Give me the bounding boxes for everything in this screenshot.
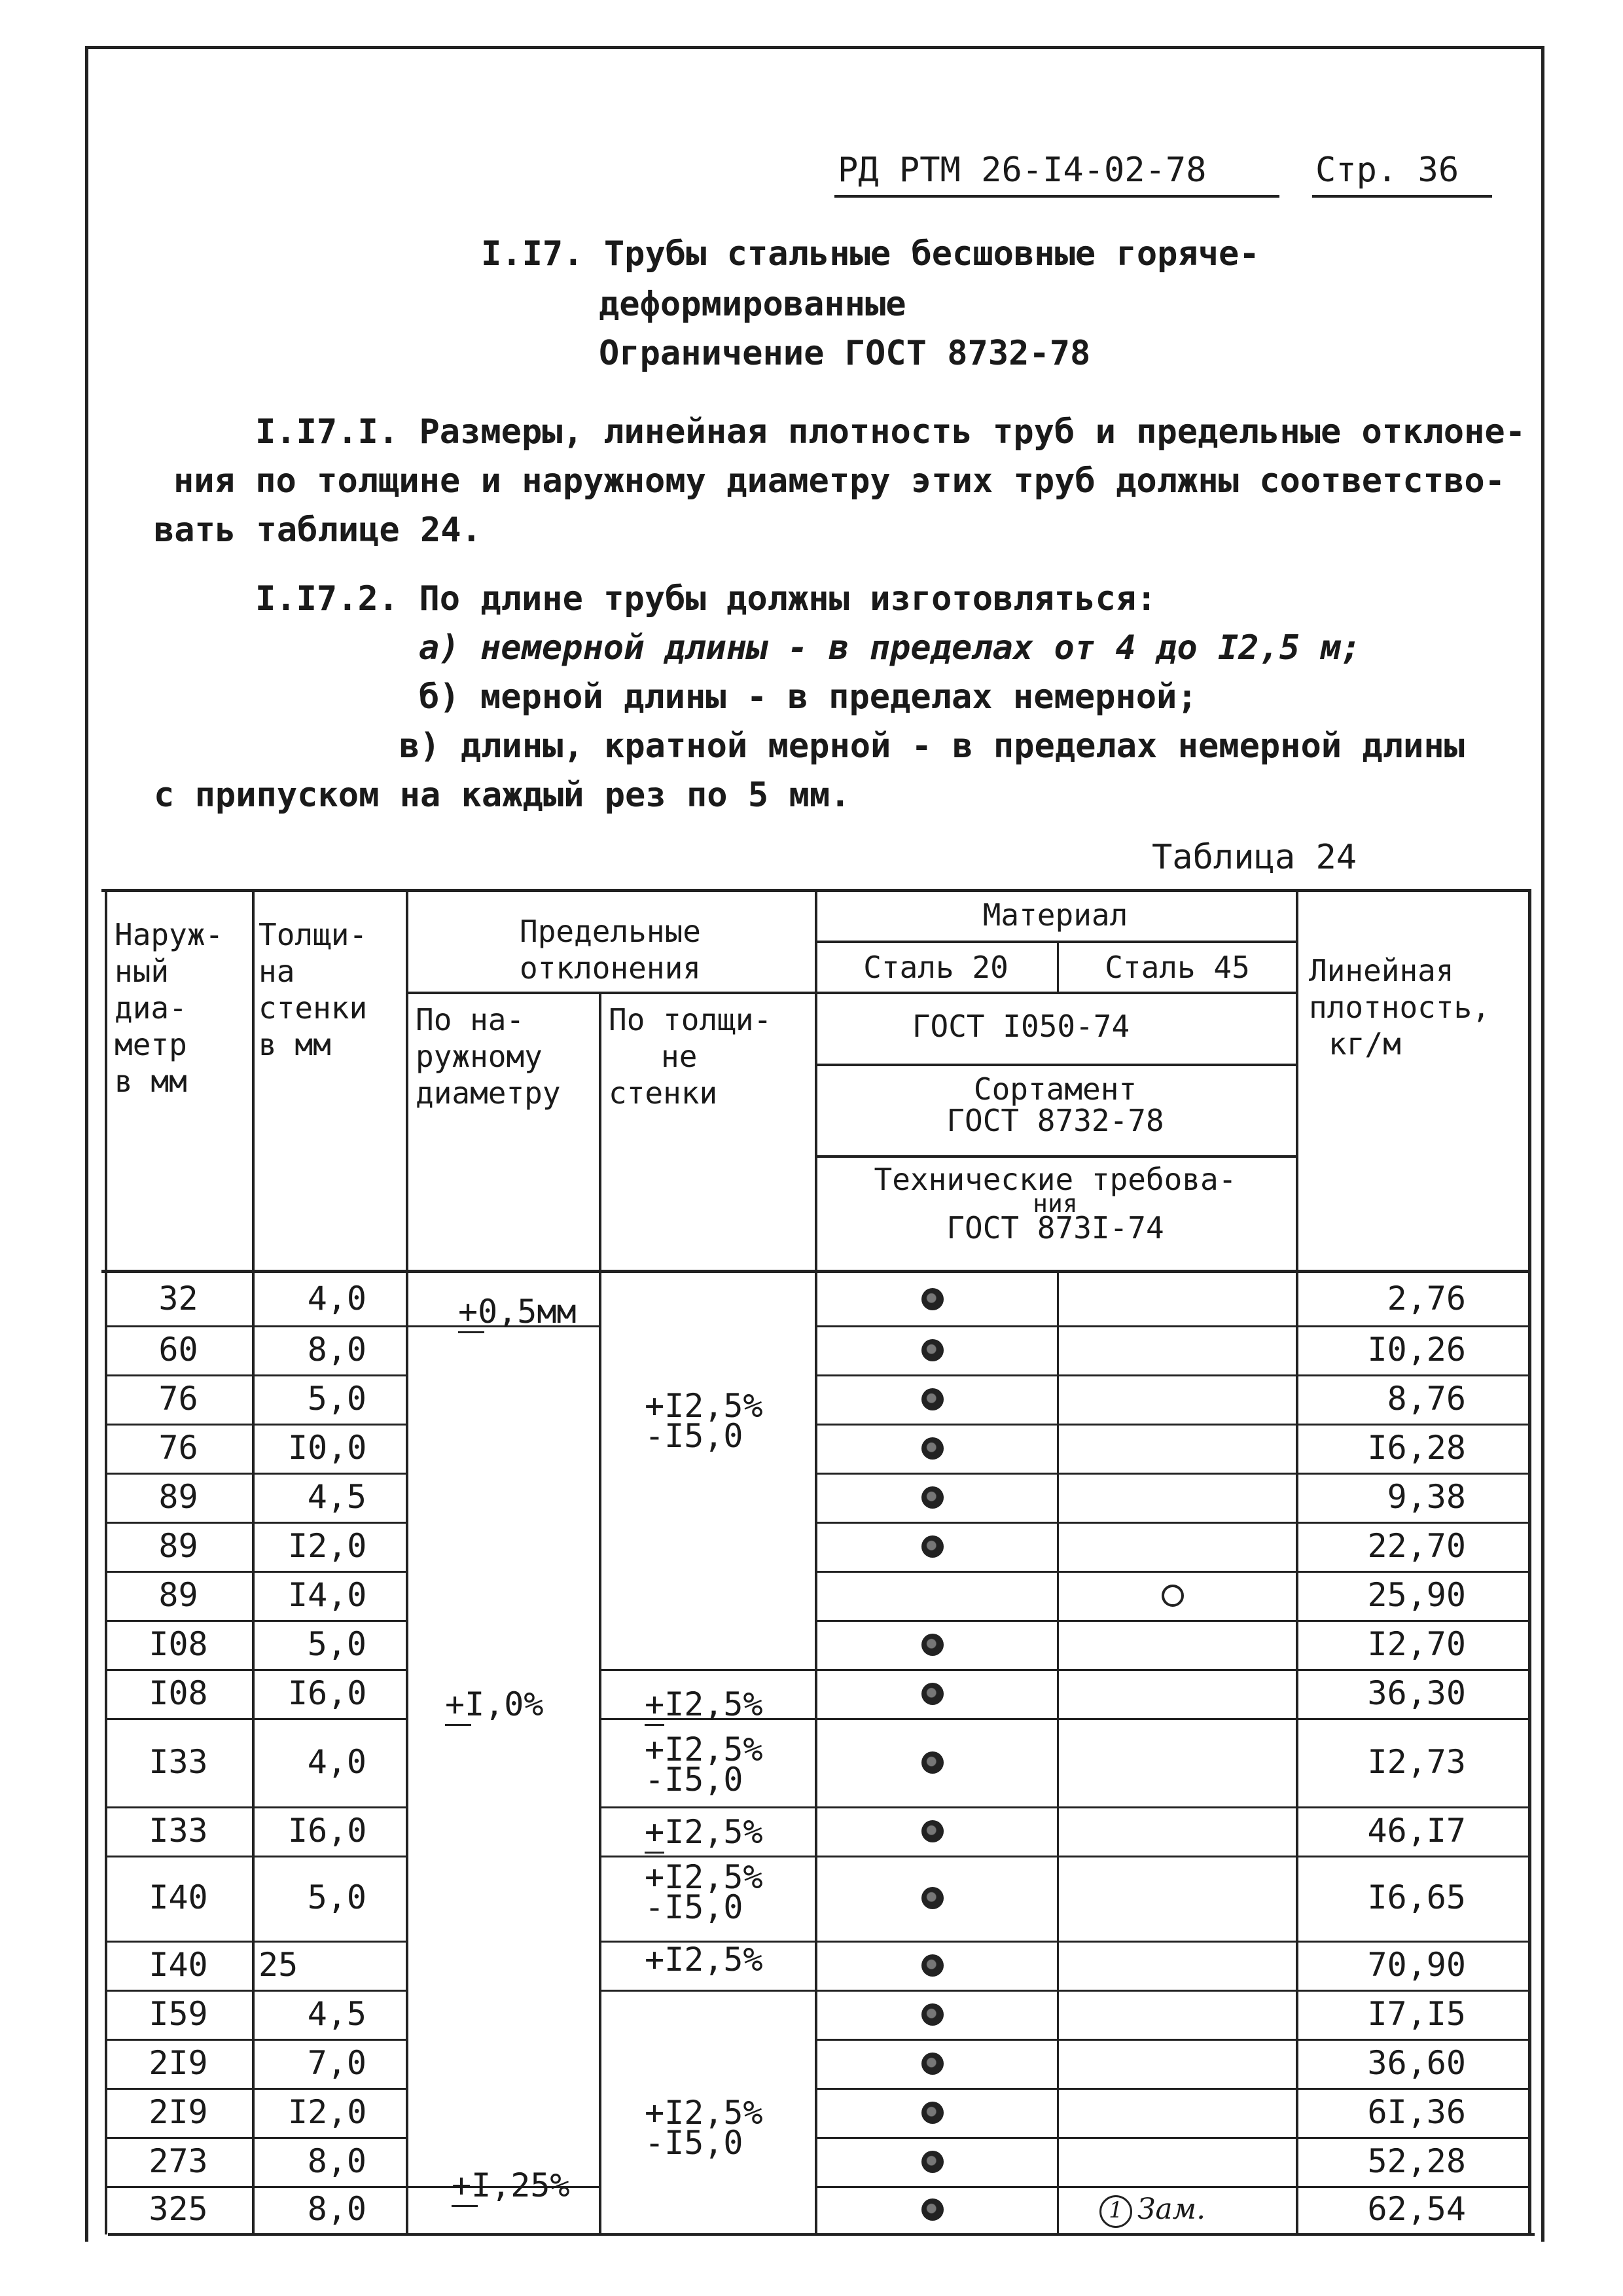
cell-outer-diameter: I33 — [149, 1742, 208, 1781]
cell-wall-thickness: I2,0 — [288, 2092, 367, 2131]
para2-line1: I.I7.2. По длине трубы должны изготовляться: — [255, 579, 1157, 619]
cell-linear-density: I7,I5 — [1367, 1994, 1466, 2033]
para2-item-c: в) длины, кратной мерной - в пределах немерной длины — [399, 726, 1465, 766]
tol-outer-group: +I,0% — [445, 1685, 544, 1723]
cell-outer-diameter: I08 — [149, 1624, 208, 1663]
cell-wall-thickness: I6,0 — [288, 1674, 367, 1712]
mark-steel20 — [921, 1437, 944, 1460]
hdr-material: Материал — [982, 897, 1128, 933]
hdr-tol-wall-1: По толщи- — [609, 1002, 772, 1037]
cell-wall-thickness: 25 — [259, 1945, 298, 1984]
table-caption: Таблица 24 — [1152, 838, 1357, 877]
tol-wall-140a-plus: +I2,5% — [645, 1858, 763, 1896]
mark-steel20 — [921, 2151, 944, 2173]
cell-wall-thickness: 4,5 — [307, 1477, 366, 1516]
cell-linear-density: 22,70 — [1367, 1526, 1466, 1565]
cell-wall-thickness: I6,0 — [288, 1811, 367, 1850]
doc-code-underline — [834, 195, 1279, 198]
mark-steel20 — [921, 1535, 944, 1558]
hdr-wall-thickness-3: стенки — [259, 990, 368, 1026]
page-number-underline — [1312, 195, 1492, 198]
mark-steel20 — [921, 2198, 944, 2221]
tol-wall-133b: +I2,5% — [645, 1813, 763, 1851]
mark-steel20 — [921, 1820, 944, 1842]
cell-wall-thickness: I2,0 — [288, 1526, 367, 1565]
cell-outer-diameter: 60 — [158, 1330, 198, 1369]
tol-wall-140b: +I2,5% — [645, 1941, 763, 1979]
document-code: РД РТМ 26-I4-02-78 — [838, 151, 1207, 190]
cell-linear-density: I6,28 — [1367, 1428, 1466, 1467]
cell-linear-density: 52,28 — [1367, 2142, 1466, 2180]
section-title-line1: I.I7. Трубы стальные бесшовные горяче- — [481, 234, 1260, 274]
cell-outer-diameter: I40 — [149, 1945, 208, 1984]
cell-outer-diameter: 32 — [158, 1280, 198, 1318]
cell-linear-density: 36,30 — [1367, 1674, 1466, 1712]
mark-steel20 — [921, 2053, 944, 2075]
hdr-assortment-2: ГОСТ 8732-78 — [946, 1103, 1164, 1138]
hdr-tol-outer-3: диаметру — [416, 1075, 561, 1111]
page-number: Стр. 36 — [1315, 151, 1459, 190]
tol-wall-140a-minus: -I5,0 — [645, 1888, 743, 1926]
cell-wall-thickness: 5,0 — [307, 1624, 366, 1663]
change-note — [1099, 2193, 1205, 2228]
hdr-density-3: кг/м — [1329, 1026, 1401, 1062]
mark-steel20 — [921, 1683, 944, 1705]
mark-steel20 — [921, 1339, 944, 1361]
hdr-outer-diameter-4: метр — [115, 1027, 187, 1062]
cell-linear-density: 9,38 — [1387, 1477, 1466, 1516]
cell-outer-diameter: 325 — [149, 2190, 208, 2228]
cell-wall-thickness: I4,0 — [288, 1575, 367, 1614]
para2-item-a: а) немерной длины - в пределах от 4 до I2,5 м; — [419, 628, 1362, 668]
para2-item-c-cont: с припуском на каждый рез по 5 мм. — [154, 776, 851, 815]
cell-outer-diameter: 2I9 — [149, 2043, 208, 2082]
mark-steel45 — [1162, 1585, 1184, 1607]
hdr-steel20: Сталь 20 — [863, 950, 1008, 985]
hdr-tolerances-1: Предельные — [520, 914, 701, 949]
hdr-tech-req-1: Технические требова- — [874, 1162, 1237, 1197]
cell-outer-diameter: 76 — [158, 1428, 198, 1467]
mark-steel20 — [921, 2003, 944, 2026]
hdr-tech-req-3: ГОСТ 873I-74 — [946, 1210, 1164, 1246]
cell-wall-thickness: 4,5 — [307, 1994, 366, 2033]
cell-wall-thickness: 7,0 — [307, 2043, 366, 2082]
cell-outer-diameter: I59 — [149, 1994, 208, 2033]
section-title-line2: деформированные — [599, 285, 906, 324]
tol-wall-g1-minus: -I5,0 — [645, 1417, 743, 1455]
cell-linear-density: 6I,36 — [1367, 2092, 1466, 2131]
cell-outer-diameter: I33 — [149, 1811, 208, 1850]
cell-outer-diameter: 273 — [149, 2142, 208, 2180]
mark-steel20 — [921, 1388, 944, 1410]
hdr-tol-wall-3: стенки — [609, 1075, 718, 1111]
mark-steel20 — [921, 2102, 944, 2124]
cell-outer-diameter: 89 — [158, 1575, 198, 1614]
para1-line2: ния по толщине и наружному диаметру этих труб должны соответство- — [173, 461, 1505, 501]
cell-linear-density: 2,76 — [1387, 1280, 1466, 1318]
hdr-tol-wall-2: не — [661, 1039, 698, 1074]
cell-outer-diameter: 89 — [158, 1477, 198, 1516]
cell-outer-diameter: 2I9 — [149, 2092, 208, 2131]
cell-linear-density: I0,26 — [1367, 1330, 1466, 1369]
cell-linear-density: I6,65 — [1367, 1878, 1466, 1916]
mark-steel20 — [921, 1954, 944, 1977]
mark-steel20 — [921, 1486, 944, 1509]
hdr-wall-thickness-1: Толщи- — [259, 917, 368, 952]
cell-outer-diameter: 76 — [158, 1379, 198, 1418]
hdr-outer-diameter-2: ный — [115, 954, 169, 989]
hdr-outer-diameter-5: в мм — [115, 1064, 187, 1099]
cell-outer-diameter: I08 — [149, 1674, 208, 1712]
hdr-assortment-1: Сортамент — [973, 1071, 1137, 1107]
hdr-tol-outer-2: ружному — [416, 1039, 543, 1074]
hdr-tolerances-2: отклонения — [520, 950, 701, 986]
section-title-line3: Ограничение ГОСТ 8732-78 — [599, 334, 1091, 373]
para1-line1: I.I7.I. Размеры, линейная плотность труб и предельные отклоне- — [255, 412, 1526, 452]
cell-wall-thickness: 4,0 — [307, 1742, 366, 1781]
cell-wall-thickness: 8,0 — [307, 2142, 366, 2180]
cell-outer-diameter: 89 — [158, 1526, 198, 1565]
para2-item-b: б) мерной длины - в пределах немерной; — [419, 677, 1198, 717]
cell-wall-thickness: 8,0 — [307, 2190, 366, 2228]
tol-wall-133a-minus: -I5,0 — [645, 1761, 743, 1799]
tol-wall-108b: +I2,5% — [645, 1685, 763, 1723]
change-note-text: Зам. — [1137, 2193, 1206, 2226]
mark-steel20 — [921, 1288, 944, 1310]
cell-linear-density: I2,73 — [1367, 1742, 1466, 1781]
hdr-tech-req-2: ния — [1033, 1189, 1078, 1218]
cell-linear-density: 36,60 — [1367, 2043, 1466, 2082]
cell-outer-diameter: I40 — [149, 1878, 208, 1916]
cell-linear-density: 70,90 — [1367, 1945, 1466, 1984]
hdr-density-1: Линейная — [1309, 953, 1454, 988]
cell-wall-thickness: 5,0 — [307, 1379, 366, 1418]
cell-linear-density: 25,90 — [1367, 1575, 1466, 1614]
para1-line3: вать таблице 24. — [154, 511, 482, 550]
hdr-outer-diameter-3: диа- — [115, 990, 187, 1026]
cell-wall-thickness: 8,0 — [307, 1330, 366, 1369]
cell-wall-thickness: 5,0 — [307, 1878, 366, 1916]
mark-steel20 — [921, 1887, 944, 1909]
cell-linear-density: 46,I7 — [1367, 1811, 1466, 1850]
hdr-wall-thickness-4: в мм — [259, 1027, 331, 1062]
hdr-wall-thickness-2: на — [259, 954, 295, 989]
cell-linear-density: 8,76 — [1387, 1379, 1466, 1418]
hdr-density-2: плотность, — [1309, 990, 1490, 1025]
mark-steel20 — [921, 1634, 944, 1656]
tol-outer-last: +I,25% — [452, 2166, 570, 2204]
cell-linear-density: 62,54 — [1367, 2190, 1466, 2228]
tol-outer-row1: +0,5мм — [458, 1293, 577, 1331]
hdr-tol-outer-1: По на- — [416, 1002, 525, 1037]
cell-wall-thickness: 4,0 — [307, 1280, 366, 1318]
tol-wall-133a-plus: +I2,5% — [645, 1731, 763, 1768]
cell-linear-density: I2,70 — [1367, 1624, 1466, 1663]
hdr-outer-diameter-1: Наруж- — [115, 917, 224, 952]
hdr-steel45: Сталь 45 — [1105, 950, 1250, 985]
change-number-circle: 1 — [1099, 2195, 1132, 2228]
tol-wall-g2-minus: -I5,0 — [645, 2124, 743, 2162]
hdr-gost-steel: ГОСТ I050-74 — [912, 1009, 1130, 1044]
cell-wall-thickness: I0,0 — [288, 1428, 367, 1467]
tol-wall-g2-plus: +I2,5% — [645, 2094, 763, 2132]
mark-steel20 — [921, 1751, 944, 1774]
tol-wall-g1-plus: +I2,5% — [645, 1387, 763, 1425]
